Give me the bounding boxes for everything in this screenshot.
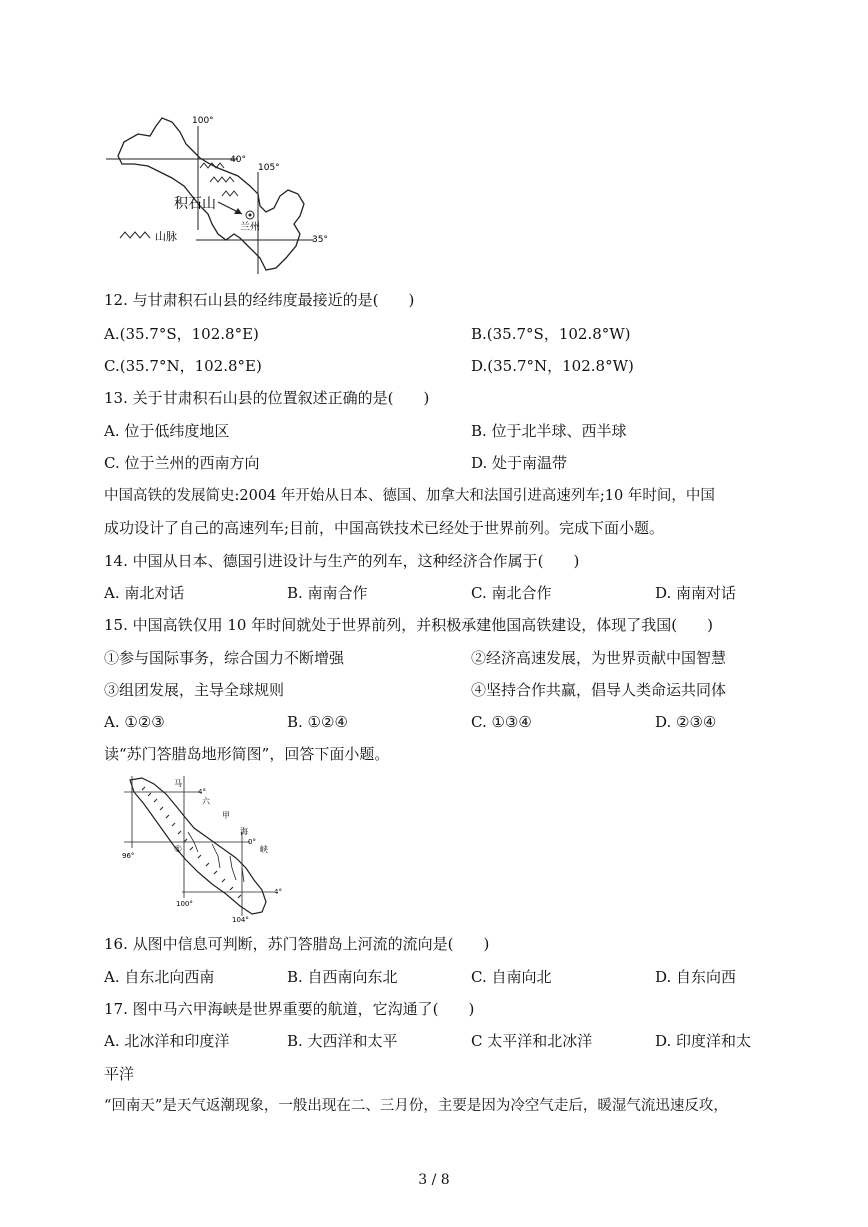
lat-35-label: 35° — [312, 235, 328, 245]
q13-option-c[interactable]: C. 位于兰州的西南方向 — [104, 454, 260, 472]
q15-statement-1: ①参与国际事务，综合国力不断增强 — [104, 649, 345, 667]
q13-option-b[interactable]: B. 位于北半球、西半球 — [471, 422, 627, 440]
q15-option-d[interactable]: D. ②③④ — [655, 713, 717, 731]
place-label: 积石山 — [174, 196, 216, 212]
q12-option-a[interactable]: A.(35.7°S，102.8°E) — [104, 325, 259, 343]
q15-option-c[interactable]: C. ①③④ — [471, 713, 532, 731]
label-liu: 六 — [202, 797, 210, 806]
label-jia: 甲 — [222, 811, 230, 820]
q16-option-a[interactable]: A. 自东北向西南 — [104, 968, 215, 986]
q15-option-b[interactable]: B. ①②④ — [287, 713, 348, 731]
q13-stem: 13. 关于甘肃积石山县的位置叙述正确的是( ) — [104, 389, 430, 407]
passage1-line1: 中国高铁的发展简史:2004 年开始从日本、德国、加拿大和法国引进高速列车;10 年时间，中国 — [104, 488, 715, 504]
mountain-hatching — [142, 787, 241, 898]
mountain-legend-icon — [120, 232, 150, 238]
q17-stem: 17. 图中马六甲海峡是世界重要的航道，它沟通了( ) — [104, 1000, 475, 1018]
gansu-map-figure — [100, 112, 340, 278]
page-number: 3 / 8 — [418, 1172, 450, 1188]
q17-option-c[interactable]: C 太平洋和北冰洋 — [471, 1032, 593, 1050]
lat-0-label: 0° — [248, 838, 256, 846]
lat-4n-label: 4° — [198, 788, 206, 796]
lon-100-label: 100° — [176, 900, 193, 908]
q14-stem: 14. 中国从日本、德国引进设计与生产的列车，这种经济合作属于( ) — [104, 552, 580, 570]
q15-statement-3: ③组团发展，主导全球规则 — [104, 681, 285, 699]
q14-option-d[interactable]: D. 南南对话 — [655, 584, 737, 602]
q17-option-d[interactable]: D. 印度洋和太 — [655, 1032, 752, 1050]
lat-4s-label: 4° — [274, 888, 282, 896]
q12-option-b[interactable]: B.(35.7°S，102.8°W) — [471, 325, 631, 343]
q15-statement-4: ④坚持合作共赢，倡导人类命运共同体 — [471, 681, 727, 699]
passage3-line1: “回南天”是天气返潮现象，一般出现在二、三月份，主要是因为冷空气走后，暖湿气流迅速反攻， — [104, 1098, 728, 1114]
passage2-line1: 读“苏门答腊岛地形简图”，回答下面小题。 — [104, 745, 390, 763]
marker-1: ① — [174, 845, 183, 855]
q16-option-d[interactable]: D. 自东向西 — [655, 968, 737, 986]
q13-option-a[interactable]: A. 位于低纬度地区 — [104, 422, 230, 440]
label-ma: 马 — [174, 779, 182, 788]
q17-option-a[interactable]: A. 北冰洋和印度洋 — [104, 1032, 230, 1050]
q15-statement-2: ②经济高速发展，为世界贡献中国智慧 — [471, 649, 727, 667]
label-hai: 海 — [240, 827, 248, 836]
passage1-line2: 成功设计了自己的高速列车;目前，中国高铁技术已经处于世界前列。完成下面小题。 — [104, 519, 665, 537]
sumatra-map — [118, 772, 288, 922]
gansu-outline — [118, 118, 304, 270]
gansu-map — [100, 112, 340, 278]
q16-option-c[interactable]: C. 自南向北 — [471, 968, 552, 986]
q15-stem: 15. 中国高铁仅用 10 年时间就处于世界前列，并积极承建他国高铁建设，体现了我国( ) — [104, 616, 713, 634]
q14-option-a[interactable]: A. 南北对话 — [104, 584, 185, 602]
q12-option-c[interactable]: C.(35.7°N，102.8°E) — [104, 357, 262, 375]
q16-option-b[interactable]: B. 自西南向东北 — [287, 968, 398, 986]
lon-96-label: 96° — [122, 852, 135, 860]
q16-stem: 16. 从图中信息可判断，苏门答腊岛上河流的流向是( ) — [104, 935, 490, 953]
q17-option-d-continued: 平洋 — [104, 1065, 135, 1083]
q14-option-c[interactable]: C. 南北合作 — [471, 584, 552, 602]
q14-option-b[interactable]: B. 南南合作 — [287, 584, 368, 602]
legend-label: 山脉 — [155, 230, 177, 243]
q12-stem: 12. 与甘肃积石山县的经纬度最接近的是( ) — [104, 291, 415, 309]
sumatra-outline — [130, 778, 266, 914]
city-label: 兰州 — [240, 222, 260, 233]
q15-option-a[interactable]: A. ①②③ — [104, 713, 165, 731]
label-xia: 峡 — [260, 845, 268, 854]
lon-105-label: 105° — [258, 163, 280, 173]
sumatra-map-figure — [118, 772, 288, 922]
lon-104-label: 104° — [232, 916, 249, 922]
lon-100-label: 100° — [192, 116, 214, 126]
q12-option-d[interactable]: D.(35.7°N，102.8°W) — [471, 357, 634, 375]
q17-option-b[interactable]: B. 大西洋和太平 — [287, 1032, 398, 1050]
lat-40-label: 40° — [230, 155, 246, 165]
q13-option-d[interactable]: D. 处于南温带 — [471, 454, 568, 472]
